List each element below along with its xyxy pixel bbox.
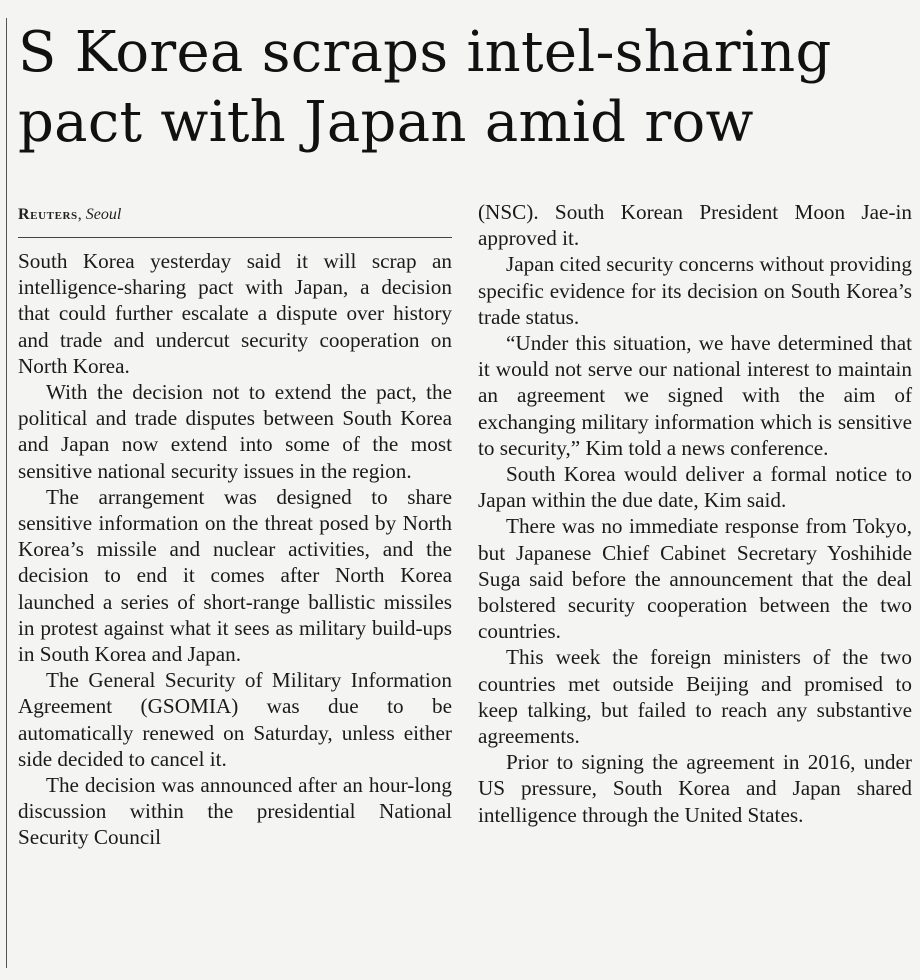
headline: S Korea scraps intel-sharing pact with Japan amid row: [18, 20, 832, 155]
paragraph: The General Security of Military Information Agreement (GSOMIA) was due to be automatically renewed on Saturday, unless either side decided to cancel it.: [18, 668, 452, 771]
paragraph: With the decision not to extend the pact, the political and trade disputes between South Korea and Japan now extend into some of the most sensitive national security issues in the region.: [18, 380, 452, 483]
byline: [18, 205, 448, 225]
paragraph: Japan cited security concerns without providing specific evidence for its decision on South Korea’s trade status.: [478, 252, 912, 329]
paragraph: South Korea would deliver a formal notice to Japan within the due date, Kim said.: [478, 462, 912, 513]
byline-location: Seoul: [85, 206, 122, 223]
paragraph: (NSC). South Korean President Moon Jae-in approved it.: [478, 200, 912, 251]
column-rule-left: [6, 18, 7, 968]
byline-agency: Reuters: [18, 206, 78, 223]
article-column-2: [478, 199, 912, 828]
paragraph: South Korea yesterday said it will scrap an intelligence-sharing pact with Japan, a decision that could further escalate a dispute over history and trade and undercut security cooperation on North Korea.: [18, 249, 452, 378]
paragraph: The decision was announced after an hour-long discussion within the presidential National Security Council: [18, 773, 452, 850]
article-column-1: [18, 248, 452, 851]
byline-separator: ,: [77, 206, 82, 223]
paragraph: “Under this situation, we have determined that it would not serve our national interest to maintain an agreement we signed with the aim of exchanging military information which is sensitive to security,” Kim told a news conference.: [478, 331, 912, 460]
byline-divider: [18, 237, 452, 238]
paragraph: The arrangement was designed to share sensitive information on the threat posed by North Korea’s missile and nuclear activities, and the decision to end it comes after North Korea launched a series of short-range ballistic missiles in protest against what it sees as military build-ups in South Korea and Japan.: [18, 484, 452, 667]
paragraph: There was no immediate response from Tokyo, but Japanese Chief Cabinet Secretary Yoshihide Suga said before the announcement that the deal bolstered security cooperation between the two countries.: [478, 514, 912, 644]
paragraph: Prior to signing the agreement in 2016, under US pressure, South Korea and Japan shared intelligence through the United States.: [478, 750, 912, 827]
paragraph: This week the foreign ministers of the two countries met outside Beijing and promised to keep talking, but failed to reach any substantive agreements.: [478, 645, 912, 749]
